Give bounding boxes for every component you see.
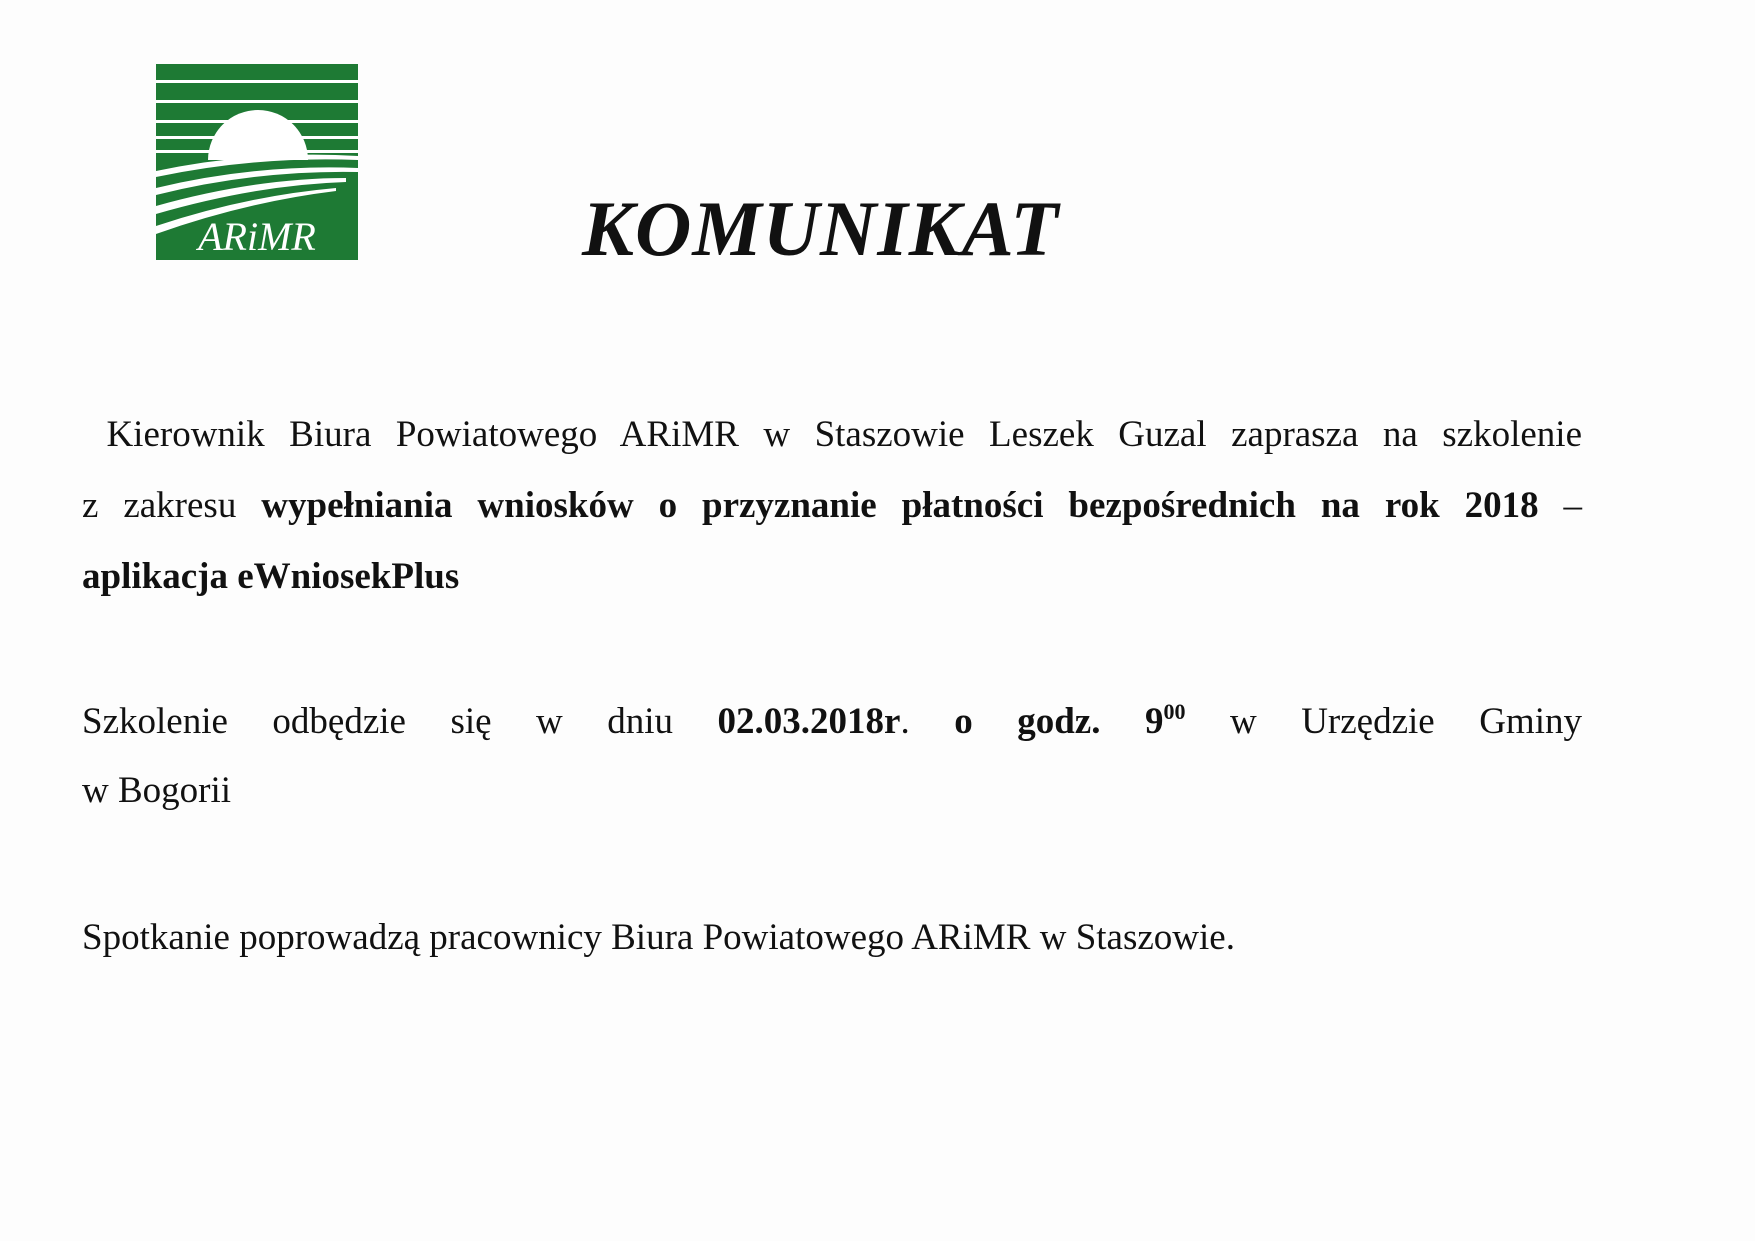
paragraph2-line1 xyxy=(82,686,1582,757)
app-name: aplikacja eWniosekPlus xyxy=(82,556,460,597)
logo-text: ARiMR xyxy=(198,214,316,259)
dot: . xyxy=(900,701,910,742)
text: Szkolenie odbędzie się w dniu xyxy=(82,701,674,742)
text: z zakresu xyxy=(82,485,237,526)
hour: 9 xyxy=(1144,701,1164,742)
paragraph1-line1: Kierownik Biura Powiatowego ARiMR w Staszowie Leszek Guzal zaprasza na szkolenie xyxy=(82,414,1582,455)
paragraph2-line2: w Bogorii xyxy=(82,770,232,811)
place: w Urzędzie Gminy xyxy=(1229,701,1582,742)
time-label: o godz. xyxy=(954,701,1101,742)
date: 02.03.2018r xyxy=(717,701,901,742)
minutes: 00 xyxy=(1163,699,1186,724)
topic-bold: wypełniania wniosków o przyznanie płatności bezpośrednich na rok 2018 xyxy=(261,485,1539,526)
paragraph3: Spotkanie poprowadzą pracownicy Biura Powiatowego ARiMR w Staszowie. xyxy=(82,917,1235,958)
arimr-logo xyxy=(156,64,358,260)
dash: – xyxy=(1563,485,1583,526)
page-title: KOMUNIKAT xyxy=(582,185,1060,272)
paragraph1-line2 xyxy=(82,470,1582,541)
time xyxy=(1145,701,1186,742)
